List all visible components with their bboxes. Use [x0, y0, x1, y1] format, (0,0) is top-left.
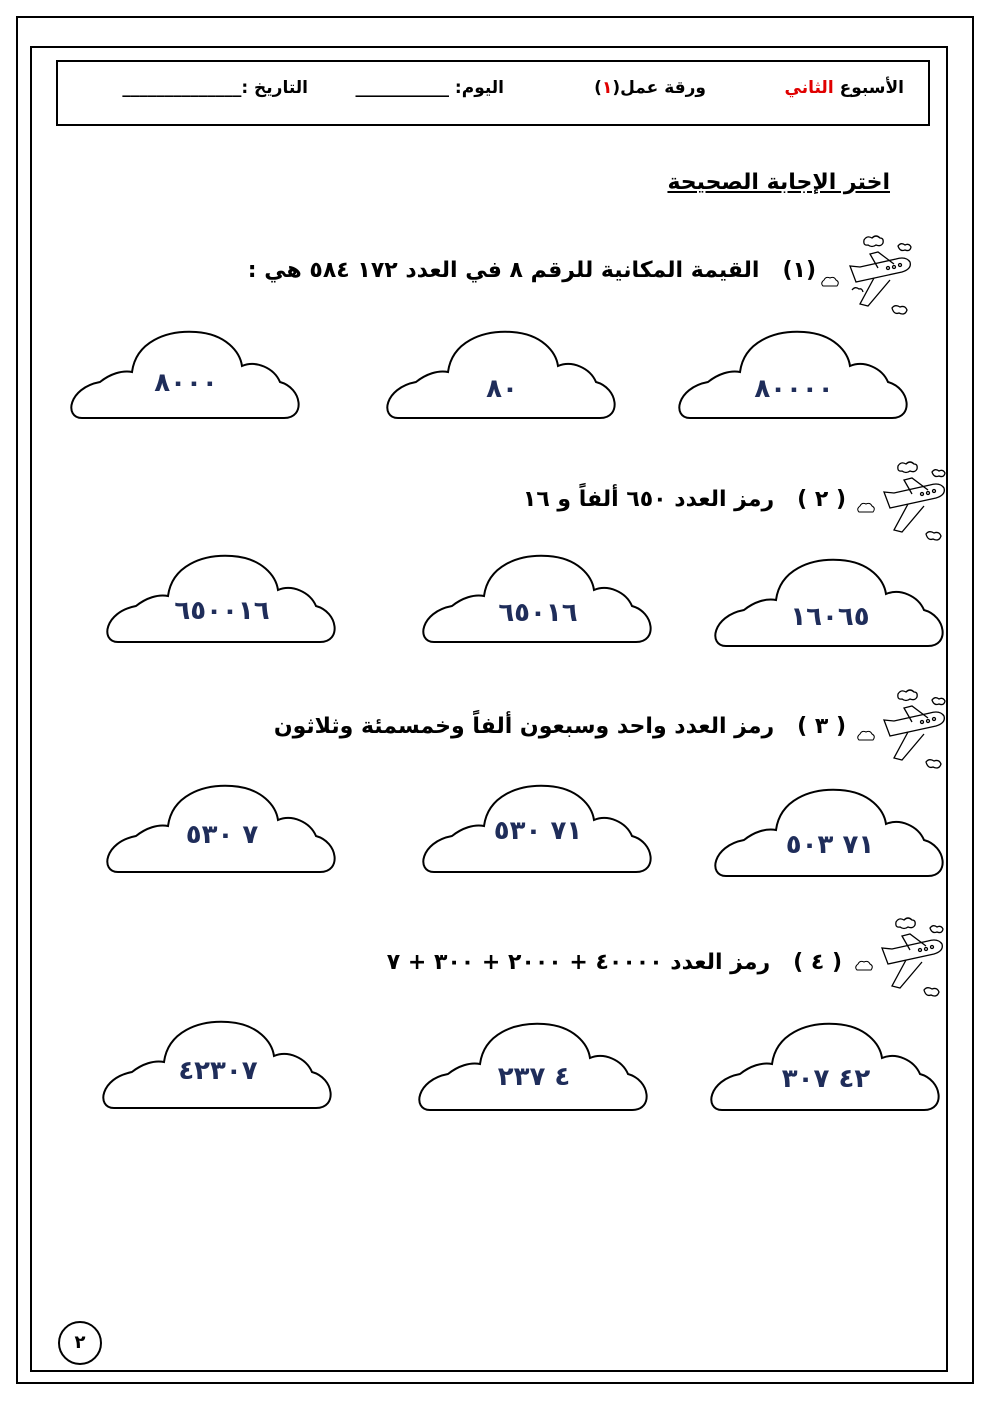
week-label: [785, 78, 904, 98]
week-value: الثاني: [784, 78, 834, 98]
option-4c: ٤٢٣٠٧: [178, 1056, 258, 1086]
option-1b: ٨٠: [486, 374, 518, 404]
question-3-number: ( ٣ ): [797, 714, 846, 739]
option-2b: ٦٥٠١٦: [498, 598, 578, 628]
bullet-cloud-icon: [854, 958, 874, 977]
bullet-cloud-icon: [856, 500, 876, 519]
question-2: [523, 487, 846, 512]
answer-option-cloud[interactable]: [102, 1016, 334, 1112]
question-4-text: رمز العدد ٤٠٠٠٠ + ٢٠٠٠ + ٣٠٠ + ٧: [386, 950, 771, 975]
option-2c: ٦٥٠٠١٦: [174, 596, 270, 626]
answer-option-cloud[interactable]: [418, 1018, 650, 1114]
option-4b: ٤ ٢٣٧: [497, 1062, 571, 1092]
instruction-title: اختر الإجابة الصحيحة: [667, 170, 890, 195]
question-2-number: ( ٢ ): [797, 487, 846, 512]
worksheet-number: ١: [601, 78, 613, 98]
airplane-icon: [876, 458, 956, 552]
week-label-text: الأسبوع: [839, 78, 904, 98]
question-4: [387, 950, 842, 975]
day-field: اليوم: ___________: [355, 78, 504, 98]
option-4a: ٤٢ ٣٠٧: [781, 1064, 871, 1094]
option-2a: ١٦٠٦٥: [790, 602, 870, 632]
answer-option-cloud[interactable]: [422, 550, 654, 646]
option-3a: ٧١ ٥٠٣: [785, 830, 875, 860]
answer-option-cloud[interactable]: [106, 780, 338, 876]
worksheet-prefix: ورقة عمل(: [612, 78, 706, 98]
page-number: ٢: [58, 1321, 102, 1365]
answer-option-cloud[interactable]: [714, 554, 946, 650]
question-4-number: ( ٤ ): [793, 950, 842, 975]
bullet-cloud-icon: [820, 274, 840, 293]
question-1-text: القيمة المكانية للرقم ٨ في العدد ١٧٢ ٥٨٤ هي :: [247, 258, 760, 283]
page-inner-border: [30, 46, 948, 1372]
worksheet-suffix: ): [594, 78, 602, 98]
question-3: [274, 714, 846, 739]
question-2-text: رمز العدد ٦٥٠ ألفاً و ١٦: [522, 487, 775, 512]
answer-option-cloud[interactable]: [106, 550, 338, 646]
answer-option-cloud[interactable]: [422, 780, 654, 876]
worksheet-label: [594, 78, 706, 98]
answer-option-cloud[interactable]: [70, 326, 302, 422]
answer-option-cloud[interactable]: [710, 1018, 942, 1114]
option-3c: ٧ ٥٣٠: [185, 820, 259, 850]
date-field: التاريخ :______________: [122, 78, 308, 98]
answer-option-cloud[interactable]: [386, 326, 618, 422]
answer-option-cloud[interactable]: [678, 326, 910, 422]
question-1: [248, 258, 816, 283]
airplane-icon: [842, 232, 922, 326]
airplane-icon: [876, 686, 956, 780]
option-1c: ٨٠٠٠: [154, 368, 218, 398]
question-3-text: رمز العدد واحد وسبعون ألفاً وخمسمئة وثلاثون: [273, 714, 775, 739]
question-1-number: (١): [782, 258, 816, 283]
option-3b: ٧١ ٥٣٠: [493, 816, 583, 846]
airplane-icon: [874, 914, 954, 1008]
answer-option-cloud[interactable]: [714, 784, 946, 880]
bullet-cloud-icon: [856, 728, 876, 747]
option-1a: ٨٠٠٠٠: [754, 374, 834, 404]
